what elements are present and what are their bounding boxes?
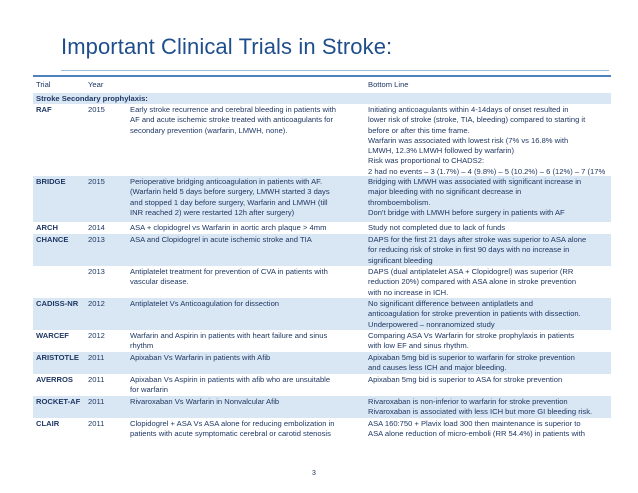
bottom-line-text: DAPS (dual antiplatelet ASA + Clopidogrel) was superior (RR bbox=[368, 267, 574, 276]
trial-description bbox=[130, 267, 360, 288]
bottom-line-text: and causes less ICH and major bleeding. bbox=[368, 363, 507, 373]
description-line: patients with acute symptomatic cerebral or carotid stenosis bbox=[130, 429, 331, 439]
description-line: ASA and Clopidogrel in acute ischemic stroke and TIA bbox=[130, 235, 312, 244]
trial-name: CLAIR bbox=[36, 419, 60, 428]
trial-year: 2015 bbox=[88, 177, 105, 186]
description-line: and stopped 1 day before surgery, Warfarin and LMWH (till bbox=[130, 197, 328, 207]
bottom-line-text: No significant difference between antiplatlets and bbox=[368, 299, 533, 308]
table-row bbox=[33, 222, 611, 234]
description-line: rhythm bbox=[130, 341, 154, 351]
description-line: Warfarin and Aspirin in patients with heart failure and sinus bbox=[130, 331, 328, 340]
trial-year: 2012 bbox=[88, 299, 105, 308]
trial-bottom-line bbox=[368, 331, 611, 352]
trial-description bbox=[130, 419, 360, 440]
bottom-line-text: before or after this time frame. bbox=[368, 125, 470, 135]
table-row bbox=[33, 298, 611, 330]
trial-name: ARCH bbox=[36, 223, 58, 232]
table-row bbox=[33, 330, 611, 352]
section-label: Stroke Secondary prophylaxis: bbox=[36, 94, 148, 103]
description-line: for warfarin bbox=[130, 385, 168, 395]
bottom-line-text: major bleeding with no significant decrease in bbox=[368, 187, 522, 197]
trial-bottom-line bbox=[368, 397, 611, 418]
description-line: vascular disease. bbox=[130, 277, 189, 287]
trial-name: CADISS-NR bbox=[36, 299, 79, 308]
description-line: Apixaban Vs Aspirin in patients with afib who are unsuitable bbox=[130, 375, 331, 384]
table-top-rule bbox=[33, 75, 611, 77]
description-line: Perioperative bridging anticoagulation in patients with AF. bbox=[130, 177, 323, 186]
bottom-line-text: Apixaban 5mg bid is superior to ASA for stroke prevention bbox=[368, 375, 563, 384]
trial-description bbox=[130, 397, 360, 407]
bottom-line-text: Risk was proportional to CHADS2: bbox=[368, 156, 485, 166]
bottom-line-text: Comparing ASA Vs Warfarin for stroke prophylaxis in patients bbox=[368, 331, 575, 340]
trial-bottom-line bbox=[368, 105, 611, 176]
bottom-line-text: LMWH, 12.3% LMWH followed by warfarin) bbox=[368, 146, 515, 156]
title-divider bbox=[61, 70, 609, 71]
trial-bottom-line bbox=[368, 177, 611, 218]
trial-year: 2014 bbox=[88, 223, 105, 232]
bottom-line-text: Apixaban 5mg bid is superior to warfarin for stroke prevention bbox=[368, 353, 575, 362]
section-heading bbox=[33, 93, 611, 104]
bottom-line-text: Rivaroxaban is associated with less ICH but more GI bleeding risk. bbox=[368, 407, 593, 417]
page-title: Important Clinical Trials in Stroke: bbox=[61, 34, 393, 59]
trial-year: 2011 bbox=[88, 419, 105, 428]
header-bottom-line: Bottom Line bbox=[368, 80, 409, 89]
description-line: ASA + clopidogrel vs Warfarin in aortic arch plaque > 4mm bbox=[130, 223, 327, 232]
header-year: Year bbox=[88, 80, 104, 89]
bottom-line-text: Rivaroxaban is non-inferior to warfarin for stroke prevention bbox=[368, 397, 568, 406]
bottom-line-text: ASA 160:750 + Plavix load 300 then maintenance is superior to bbox=[368, 419, 581, 428]
bottom-line-text: Study not completed due to lack of funds bbox=[368, 223, 506, 232]
trial-description bbox=[130, 235, 360, 245]
description-line: Rivaroxaban Vs Warfarin in Nonvalcular Afib bbox=[130, 397, 280, 406]
header-trial: Trial bbox=[36, 80, 51, 89]
trial-year: 2013 bbox=[88, 267, 105, 276]
bottom-line-text: lower risk of stroke (stroke, TIA, bleeding) compared to starting it bbox=[368, 115, 586, 125]
table-row bbox=[33, 396, 611, 418]
bottom-line-text: ASA alone reduction of micro-emboli (RR 54.4%) in patients with bbox=[368, 429, 585, 439]
trial-year: 2011 bbox=[88, 375, 105, 384]
bottom-line-text: with low EF and sinus rhythm. bbox=[368, 341, 469, 351]
trial-name: BRIDGE bbox=[36, 177, 66, 186]
description-line: Clopidogrel + ASA Vs ASA alone for reducing embolization in bbox=[130, 419, 335, 428]
trial-description bbox=[130, 375, 360, 396]
table-row bbox=[33, 374, 611, 396]
trial-description bbox=[130, 353, 360, 363]
description-line: INR reached 2) were restarted 12h after surgery) bbox=[130, 207, 295, 217]
trial-bottom-line bbox=[368, 299, 611, 330]
description-line: AF and acute ischemic stroke treated with anticoagulants for bbox=[130, 115, 334, 125]
bottom-line-text: thromboembolism. bbox=[368, 197, 431, 207]
bottom-line-text: for reducing risk of stroke in first 90 days with no increase in bbox=[368, 245, 570, 255]
trial-name: ROCKET-AF bbox=[36, 397, 81, 406]
trial-year: 2012 bbox=[88, 331, 105, 340]
bottom-line-text: Warfarin was associated with lowest risk (7% vs 16.8% with bbox=[368, 135, 569, 145]
description-line: Apixaban Vs Warfarin in patients with Afib bbox=[130, 353, 271, 362]
trial-bottom-line bbox=[368, 223, 611, 233]
trial-name: WARCEF bbox=[36, 331, 69, 340]
description-line: Antiplatelet Vs Anticoagulation for dissection bbox=[130, 299, 280, 308]
trial-description bbox=[130, 177, 360, 218]
bottom-line-text: Underpowered – nonranomized study bbox=[368, 319, 495, 329]
bottom-line-text: significant bleeding bbox=[368, 255, 433, 265]
bottom-line-text: Don’t bridge with LMWH before surgery in patients with AF bbox=[368, 207, 565, 217]
trial-year: 2013 bbox=[88, 235, 105, 244]
table-row bbox=[33, 352, 611, 374]
trial-description bbox=[130, 331, 360, 352]
trial-description bbox=[130, 223, 360, 233]
trial-bottom-line bbox=[368, 267, 611, 298]
description-line: (Warfarin held 5 days before surgery, LMWH started 3 days bbox=[130, 187, 330, 197]
table-row bbox=[33, 266, 611, 298]
trial-bottom-line bbox=[368, 353, 611, 374]
table-header bbox=[33, 80, 611, 91]
table-row bbox=[33, 418, 611, 442]
description-line: Early stroke recurrence and cerebral bleeding in patients with bbox=[130, 105, 336, 114]
trial-name: CHANCE bbox=[36, 235, 69, 244]
bottom-line-text: anticoagulation for stroke prevention in patients with dissection. bbox=[368, 309, 581, 319]
table-row bbox=[33, 176, 611, 222]
trial-bottom-line bbox=[368, 375, 611, 385]
trial-bottom-line bbox=[368, 419, 611, 440]
table-row bbox=[33, 104, 611, 176]
description-line: secondary prevention (warfarin, LMWH, none). bbox=[130, 125, 288, 135]
bottom-line-text: reduction 20%) compared with ASA alone in stroke prevention bbox=[368, 277, 577, 287]
trial-bottom-line bbox=[368, 235, 611, 266]
trial-description bbox=[130, 105, 360, 136]
page-number: 3 bbox=[312, 470, 316, 477]
bottom-line-text: with no increase in ICH. bbox=[368, 287, 449, 297]
trial-year: 2011 bbox=[88, 397, 105, 406]
bottom-line-text: Initiating anticoagulants within 4-14days of onset resulted in bbox=[368, 105, 569, 114]
bottom-line-text: DAPS for the first 21 days after stroke was superior to ASA alone bbox=[368, 235, 587, 244]
description-line: Antiplatelet treatment for prevention of CVA in patients with bbox=[130, 267, 328, 276]
trial-name: ARISTOTLE bbox=[36, 353, 79, 362]
table-row bbox=[33, 234, 611, 266]
bottom-line-text: Bridging with LMWH was associated with significant increase in bbox=[368, 177, 582, 186]
trial-name: AVERROS bbox=[36, 375, 73, 384]
trial-description bbox=[130, 299, 360, 309]
trial-year: 2011 bbox=[88, 353, 105, 362]
trial-year: 2015 bbox=[88, 105, 105, 114]
trial-name: RAF bbox=[36, 105, 52, 114]
bottom-line-text: 2 had no events – 3 (1.7%) – 4 (9.8%) – 5 (10.2%) – 6 (12%) – 7 (17% bbox=[368, 166, 606, 176]
